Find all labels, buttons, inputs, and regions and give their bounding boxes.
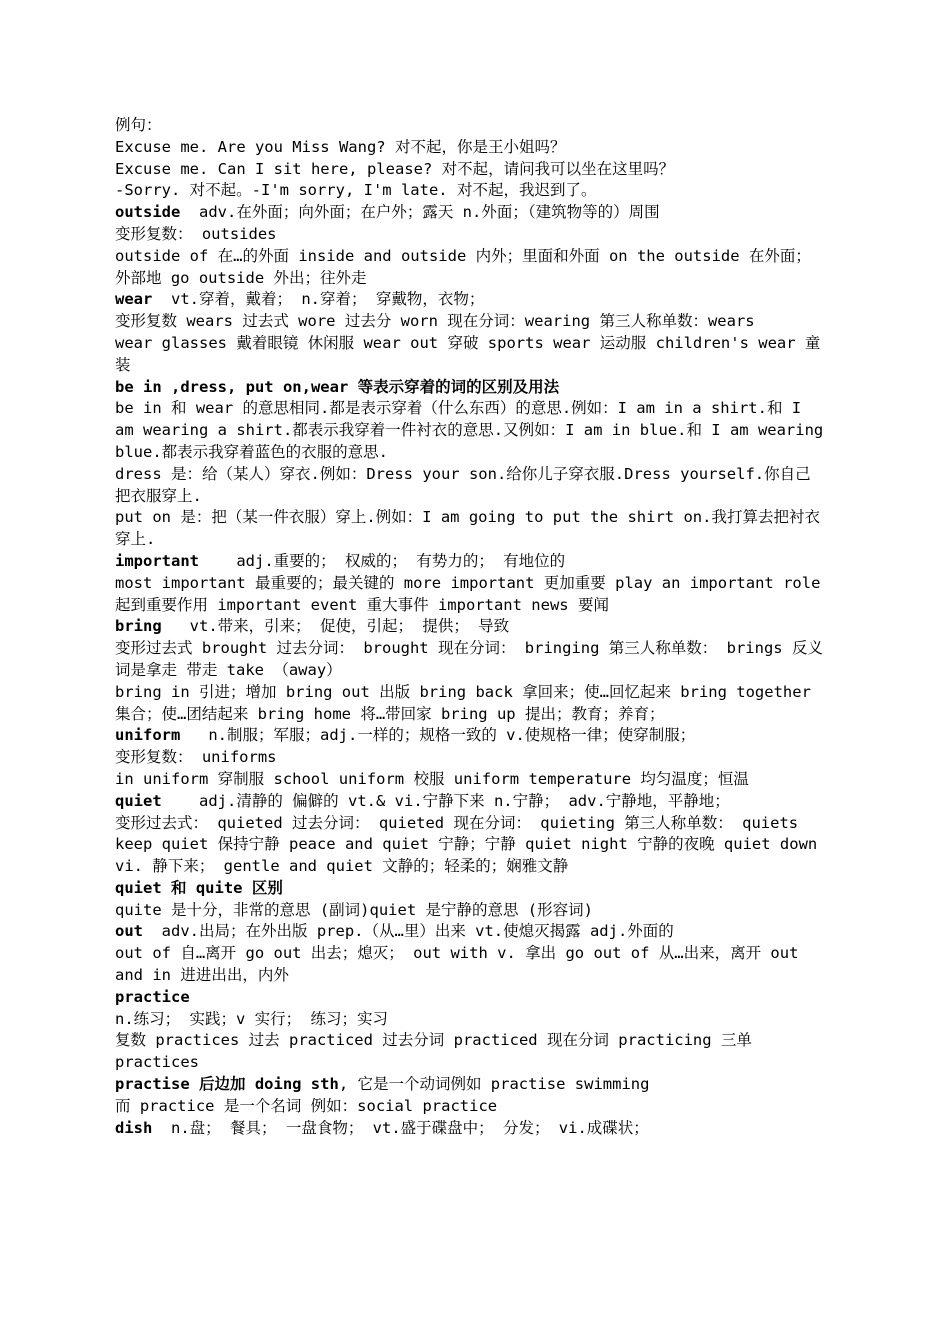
text-line: outside of 在…的外面 inside and outside 内外；里面和外面 on the outside 在外面；外部地 go outside 外出；往外走 xyxy=(115,246,811,287)
text-line: 变形过去式： quieted 过去分词： quieted 现在分词： quieting 第三人称单数： quiets xyxy=(115,813,799,832)
text-line: 变形复数： outsides xyxy=(115,224,277,243)
headword: practise 后边加 doing sth xyxy=(115,1075,339,1094)
text-line xyxy=(115,1074,825,1096)
text-line: most important 最重要的；最关键的 more important 更加重要 play an important role 起到重要作用 important event 重大事件 important news 要闻 xyxy=(115,573,830,614)
text-line: 复数 practices 过去 practiced 过去分词 practiced 现在分词 practicing 三单 practices xyxy=(115,1031,762,1072)
headword: dish xyxy=(115,1118,153,1137)
text-line: 变形复数 wears 过去式 wore 过去分 worn 现在分词：wearing 第三人称单数：wears xyxy=(115,312,755,331)
text-line: put on 是：把（某一件衣服）穿上.例如：I am going to put the shirt on.我打算去把衬衣穿上. xyxy=(115,508,820,549)
definition-text: vt.穿着，戴着； n.穿着； 穿戴物，衣物； xyxy=(152,290,485,309)
document-page xyxy=(115,115,833,1139)
text-line xyxy=(115,616,825,638)
text-line: in uniform 穿制服 school uniform 校服 uniform temperature 均匀温度；恒温 xyxy=(115,769,749,788)
section-heading: practice xyxy=(115,987,190,1006)
headword: wear xyxy=(115,290,153,309)
definition-text: adj.重要的； 权威的； 有势力的； 有地位的 xyxy=(199,551,566,570)
text-line: Excuse me. Are you Miss Wang? 对不起，你是王小姐吗？ xyxy=(115,137,566,156)
headword: quiet xyxy=(115,791,162,810)
section-heading: quiet 和 quite 区别 xyxy=(115,878,283,897)
definition-text: n.盘； 餐具； 一盘食物； vt.盛于碟盘中； 分发； vi.成碟状； xyxy=(152,1118,649,1137)
text-line: -Sorry. 对不起。-I'm sorry, I'm late. 对不起，我迟到了。 xyxy=(115,181,597,200)
text-line: 变形过去式 brought 过去分词： brought 现在分词： bringing 第三人称单数： brings 反义词是拿走 带走 take （away） xyxy=(115,639,823,679)
text-line xyxy=(115,551,825,573)
text-line: 而 practice 是一个名词 例如：social practice xyxy=(115,1096,498,1115)
headword: outside xyxy=(115,203,181,222)
text-line: bring in 引进；增加 bring out 出版 bring back 拿回来；使…回忆起来 bring together 集合；使…团结起来 bring home 将…带回家 bring up 提出；教育；养育； xyxy=(115,682,821,723)
text-line xyxy=(115,1118,825,1140)
section-heading: be in ,dress, put on,wear 等表示穿着的词的区别及用法 xyxy=(115,377,560,396)
definition-text: , 它是一个动词例如 practise swimming xyxy=(338,1075,650,1094)
text-line: quite 是十分，非常的意思 (副词)quiet 是宁静的意思 (形容词) xyxy=(115,900,593,919)
definition-text: adv.出局；在外出版 prep.（从…里）出来 vt.使熄灭揭露 adj.外面的 xyxy=(143,922,674,941)
definition-text: adj.清静的 偏僻的 vt.& vi.宁静下来 n.宁静； adv.宁静地，平静地； xyxy=(161,791,730,810)
text-line: keep quiet 保持宁静 peace and quiet 宁静；宁静 quiet night 宁静的夜晚 quiet down vi. 静下来； gentle and quiet 文静的；轻柔的；娴雅文静 xyxy=(115,835,827,876)
text-line: be in 和 wear 的意思相同.都是表示穿着（什么东西）的意思.例如：I am in a shirt.和 I am wearing a shirt.都表示我穿着一件衬衣的意思.又例如：I am in blue.和 I am wearing blue.都表示我穿着蓝色的衣服的意思. xyxy=(115,399,833,461)
text-line xyxy=(115,725,825,747)
text-line: 变形复数： uniforms xyxy=(115,748,277,767)
text-line: 例句： xyxy=(115,116,162,134)
text-line: Excuse me. Can I sit here, please? 对不起，请问我可以坐在这里吗？ xyxy=(115,159,675,178)
headword: uniform xyxy=(115,726,181,745)
text-line: dress 是：给（某人）穿衣.例如：Dress your son.给你儿子穿衣服.Dress yourself.你自己把衣服穿上. xyxy=(115,464,811,505)
text-line: wear glasses 戴着眼镜 休闲服 wear out 穿破 sports wear 运动服 children's wear 童装 xyxy=(115,333,821,374)
document-body xyxy=(115,115,833,1139)
text-line: out of 自…离开 go out 出去；熄灭； out with v. 拿出 go out of 从…出来，离开 out and in 进进出出，内外 xyxy=(115,944,808,985)
text-line xyxy=(115,921,825,943)
headword: important xyxy=(115,551,199,570)
text-line xyxy=(115,791,825,813)
definition-text: vt.带来，引来； 促使，引起； 提供； 导致 xyxy=(161,617,510,636)
text-line: n.练习； 实践；v 实行； 练习；实习 xyxy=(115,1009,388,1028)
text-line xyxy=(115,202,825,224)
headword: out xyxy=(115,922,143,941)
headword: bring xyxy=(115,617,162,636)
definition-text: n.制服；军服；adj.一样的；规格一致的 v.使规格一律；使穿制服； xyxy=(180,726,696,745)
text-line xyxy=(115,289,825,311)
definition-text: adv.在外面；向外面；在户外；露天 n.外面；（建筑物等的）周围 xyxy=(180,203,660,222)
